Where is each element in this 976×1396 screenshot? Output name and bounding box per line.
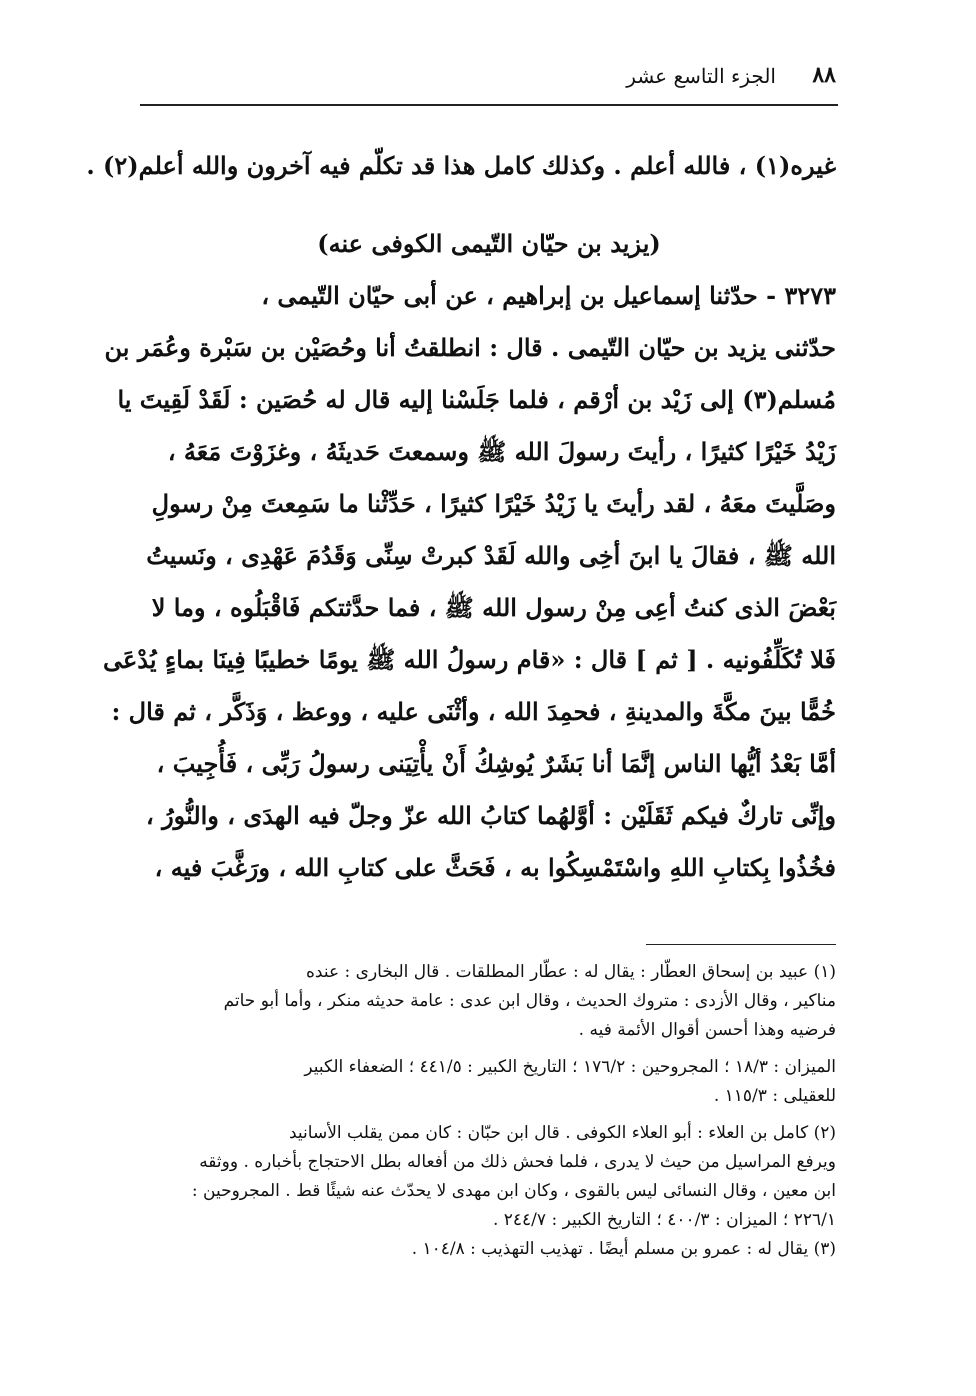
footnote-line: (٢) كامل بن العلاء : أبو العلاء الكوفى . قال ابن حبّان : كان ممن يقلب الأسانيد	[288, 1123, 836, 1143]
text-line: وإنِّى تاركٌ فيكم ثَقَلَيْن : أوَّلهُما كتابُ الله عزّ وجلّ فيه الهدَى ، والنُّورُ ،	[145, 801, 836, 830]
blank-line	[142, 192, 836, 218]
main-text	[86, 140, 836, 894]
page-number: ٨٨	[812, 62, 836, 88]
text-line: بَعْضَ الذى كنتُ أعِى مِنْ رسول الله ﷺ ، فما حدَّثتكم فَاقْبَلُوه ، وما لا	[151, 593, 836, 622]
text-line: فخُذُوا بِكتابِ اللهِ واسْتَمْسِكُوا به ، فَحَثَّ على كتابِ الله ، ورَغَّبَ فيه ،	[154, 853, 836, 882]
footnote-line: ابن معين ، وقال النسائى ليس بالقوى ، وكان ابن مهدى لا يحدّث عنه شيئًا قط . المجروحين :	[191, 1181, 836, 1201]
footnote-1	[142, 958, 836, 1045]
text-line: الله ﷺ ، فقالَ يا ابنَ أخِى والله لَقَدْ كبرتْ سِنِّى وَقَدُمَ عَهْدِى ، ونَسيتُ	[146, 541, 836, 570]
text-line: مُسلم(٣) إلى زَيْد بن أرْقم ، فلما جَلَسْنا إليه قال له حُصَين : لَقَدْ لَقِيتَ يا	[117, 385, 836, 414]
footnote-3	[142, 1235, 836, 1264]
footnote-1-refs	[142, 1053, 836, 1111]
text-line: غيره(١) ، فالله أعلم . وكذلك كامل هذا قد تكلّم فيه آخرون والله أعلم(٢) .	[86, 151, 836, 180]
footnote-line: الميزان : ١٨/٣ ؛ المجروحين : ١٧٦/٢ ؛ التاريخ الكبير : ٤٤١/٥ ؛ الضعفاء الكبير	[304, 1057, 836, 1077]
page-header	[140, 62, 836, 102]
footnote-line: فرضيه وهذا أحسن أقوال الأئمة فيه .	[578, 1020, 836, 1040]
section-heading: (يزيد بن حيّان التّيمى الكوفى عنه)	[317, 229, 661, 258]
text-line: وصَلَّيتَ معَهُ ، لقد رأيتَ يا زَيْدُ خَيْرًا كثيرًا ، حَدِّثْنا ما سَمِعتَ مِنْ رسولِ	[151, 489, 836, 518]
footnote-line: ٢٢٦/١ ؛ الميزان : ٤٠٠/٣ ؛ التاريخ الكبير : ٢٤٤/٧ .	[492, 1210, 836, 1230]
footnote-line: ويرفع المراسيل من حيث لا يدرى ، فلما فحش ذلك من أفعاله بطل الاحتجاج بأخباره . ووثقه	[199, 1152, 836, 1172]
footnote-line: (١) عبيد بن إسحاق العطّار : يقال له : عطّار المطلقات . قال البخارى : عنده	[306, 962, 836, 982]
text-line: ٣٢٧٣ - حدّثنا إسماعيل بن إبراهيم ، عن أبى حيّان التّيمى ،	[261, 281, 836, 310]
footnote-rule	[646, 944, 836, 945]
text-line: فَلا تُكَلِّفُونيه . [ ثم ] قال : «قام رسولُ الله ﷺ يومًا خطيبًا فِينَا بماءٍ يُدْعَى	[102, 645, 836, 674]
footnote-line: للعقيلى : ١١٥/٣ .	[713, 1086, 836, 1106]
header-rule	[140, 104, 838, 106]
text-line: حدّثنى يزيد بن حيّان التّيمى . قال : انطلقتُ أنا وحُصَيْن بن سَبْرة وعُمَر بن	[104, 333, 836, 362]
text-line: أمَّا بَعْدُ أيُّها الناس إنَّمَا أنا بَشَرٌ يُوشِكُ أَنْ يأْتِيَنى رسولُ رَبِّى ، فَأُجِيبَ ،	[156, 749, 836, 778]
footnote-line: مناكير ، وقال الأزدى : متروك الحديث ، وقال ابن عدى : عامة حديثه منكر ، وأما أبو حاتم	[223, 991, 836, 1011]
running-title: الجزء التاسع عشر	[626, 64, 776, 88]
text-line: خُمًّا بينَ مكَّةَ والمدينةِ ، فحمِدَ الله ، وأثْنَى عليه ، ووعظ ، وَذَكَّر ، ثم قال :	[111, 697, 836, 726]
footnote-line: (٣) يقال له : عمرو بن مسلم أيضًا . تهذيب التهذيب : ١٠٤/٨ .	[411, 1239, 836, 1259]
footnotes	[142, 958, 836, 1264]
footnote-2	[142, 1119, 836, 1235]
text-line: زَيْدُ خَيْرًا كثيرًا ، رأيتَ رسولَ الله ﷺ وسمعتَ حَديثَهُ ، وغزَوْتَ مَعَهُ ،	[167, 437, 836, 466]
